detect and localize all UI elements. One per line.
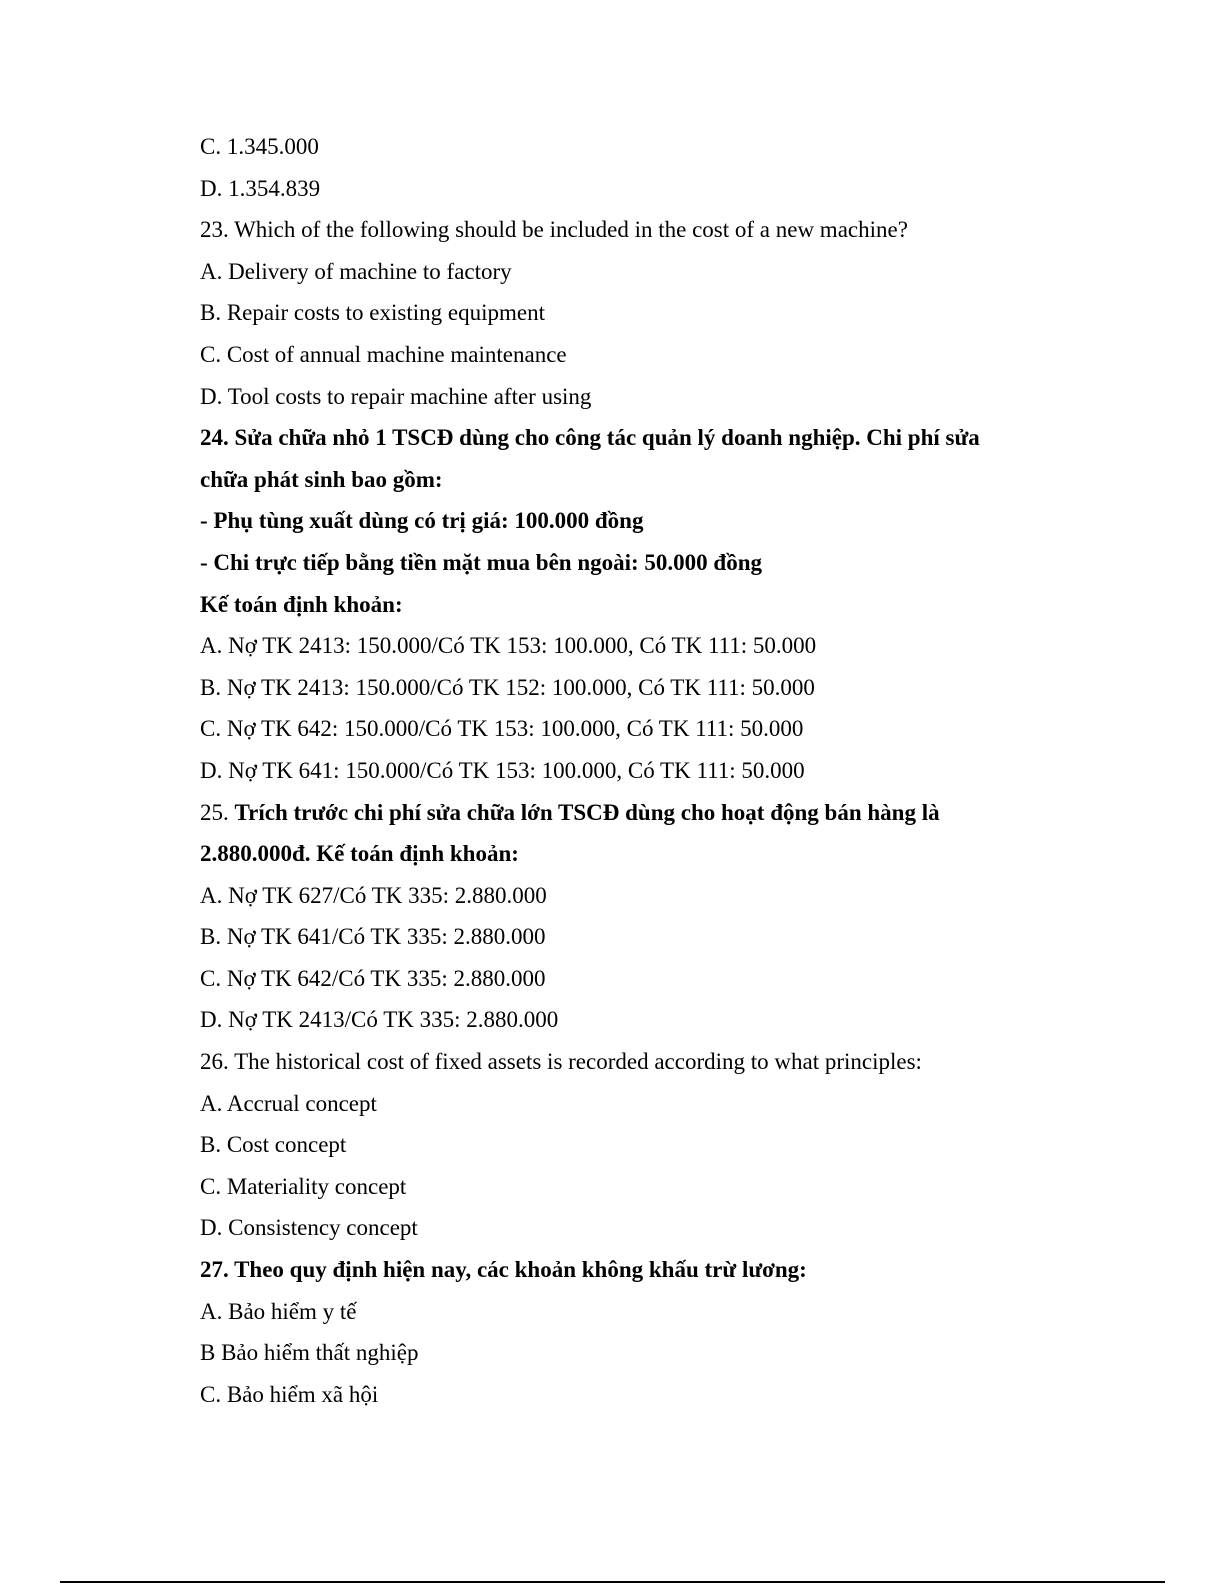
option-line: B. Cost concept — [200, 1132, 347, 1158]
document-body — [200, 126, 1060, 1415]
option-line: D. Consistency concept — [200, 1215, 418, 1241]
question-25 — [200, 792, 1060, 834]
option-line: D. Tool costs to repair machine after using — [200, 383, 592, 409]
option-line: A. Nợ TK 627/Có TK 335: 2.880.000 — [200, 882, 547, 908]
question-23: 23. Which of the following should be included in the cost of a new machine? — [200, 217, 908, 243]
option-line: B Bảo hiểm thất nghiệp — [200, 1340, 419, 1366]
option-line: C. Bảo hiểm xã hội — [200, 1381, 379, 1407]
option-line: A. Accrual concept — [200, 1090, 377, 1116]
question-24-item: - Phụ tùng xuất dùng có trị giá: 100.000 đồng — [200, 508, 644, 534]
question-24: 24. Sửa chữa nhỏ 1 TSCĐ dùng cho công tác quản lý doanh nghiệp. Chi phí sửa — [200, 425, 980, 451]
page-bottom-rule — [60, 1581, 1165, 1583]
question-27: 27. Theo quy định hiện nay, các khoản không khấu trừ lương: — [200, 1257, 807, 1283]
option-line: A. Delivery of machine to factory — [200, 258, 512, 284]
option-line: D. Nợ TK 641: 150.000/Có TK 153: 100.000, Có TK 111: 50.000 — [200, 757, 805, 783]
option-line: B. Nợ TK 2413: 150.000/Có TK 152: 100.000, Có TK 111: 50.000 — [200, 674, 815, 700]
option-line: C. Materiality concept — [200, 1173, 407, 1199]
option-line: C. Nợ TK 642/Có TK 335: 2.880.000 — [200, 965, 546, 991]
option-line: B. Nợ TK 641/Có TK 335: 2.880.000 — [200, 924, 546, 950]
option-line: D. Nợ TK 2413/Có TK 335: 2.880.000 — [200, 1007, 559, 1033]
option-line: A. Nợ TK 2413: 150.000/Có TK 153: 100.000, Có TK 111: 50.000 — [200, 633, 817, 659]
question-25-cont: 2.880.000đ. Kế toán định khoản: — [200, 841, 519, 867]
option-line: C. 1.345.000 — [200, 134, 319, 159]
question-24-item: - Chi trực tiếp bằng tiền mặt mua bên ngoài: 50.000 đồng — [200, 549, 762, 575]
option-line: A. Bảo hiểm y tế — [200, 1298, 357, 1324]
option-line: C. Cost of annual machine maintenance — [200, 341, 567, 367]
question-26: 26. The historical cost of fixed assets is recorded according to what principles: — [200, 1049, 922, 1075]
option-line: B. Repair costs to existing equipment — [200, 300, 545, 326]
question-text: Trích trước chi phí sửa chữa lớn TSCĐ dùng cho hoạt động bán hàng là — [234, 799, 940, 825]
question-24-cont: chữa phát sinh bao gồm: — [200, 466, 443, 492]
question-24-prompt: Kế toán định khoản: — [200, 591, 403, 617]
option-line: D. 1.354.839 — [200, 175, 321, 201]
option-line: C. Nợ TK 642: 150.000/Có TK 153: 100.000, Có TK 111: 50.000 — [200, 716, 804, 742]
question-number: 25. — [200, 799, 235, 825]
